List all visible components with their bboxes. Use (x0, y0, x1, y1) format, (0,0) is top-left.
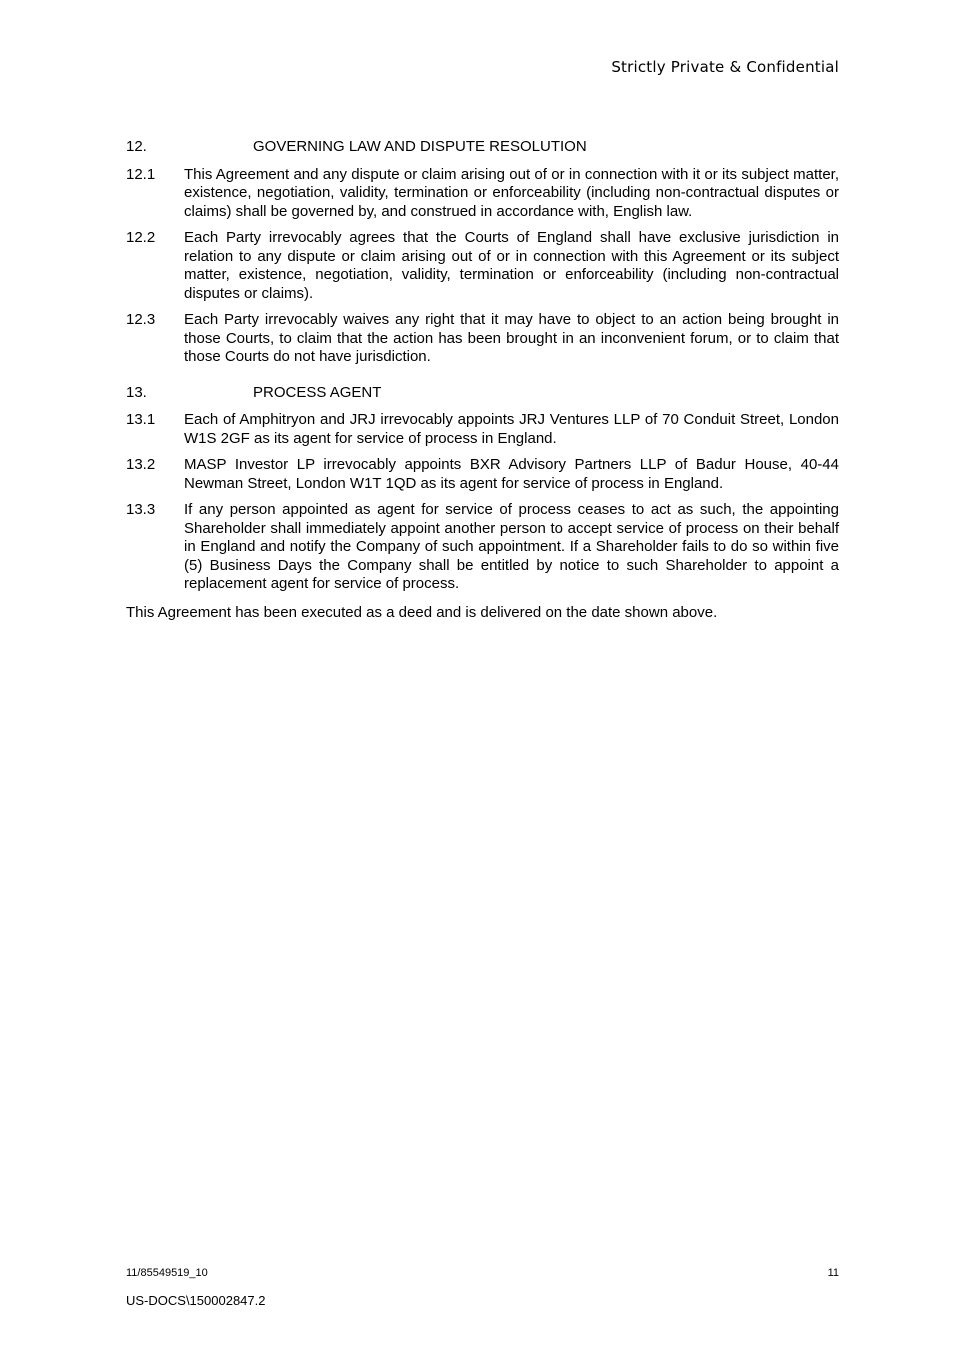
clause-number: 13.2 (126, 456, 156, 473)
clause (126, 229, 839, 303)
section-heading (126, 138, 839, 157)
clause-text: MASP Investor LP irrevocably appoints BXR Advisory Partners LLP of Badur House, 40-44 Newman Street, London W1T 1QD as its agent for service of process in England. (184, 456, 839, 492)
section-number: 13. (126, 383, 147, 401)
clause-text: Each Party irrevocably agrees that the Courts of England shall have exclusive jurisdiction in relation to any dispute or claim arising out of or in connection with this Agreement or its subject matter, existence, negotiation, validity, termination or enforceability (including non-contractual disputes or claims). (184, 229, 839, 302)
section-number: 12. (126, 138, 147, 155)
clause-number: 12.2 (126, 229, 156, 246)
page-number: 11 (827, 1267, 839, 1279)
closing-statement: This Agreement has been executed as a deed and is delivered on the date shown above. (126, 603, 718, 621)
clause-number: 13.1 (126, 411, 156, 428)
section-title: PROCESS AGENT (253, 383, 382, 401)
clause-number: 12.1 (126, 165, 156, 183)
clause-text: If any person appointed as agent for service of process ceases to act as such, the appointing Shareholder shall immediately appoint another person to accept service of process on their behalf in England and notify the Company of such appointment. If a Shareholder fails to do so within five (5) Business Days the Company shall be entitled by notice to such Shareholder to appoint a replacement agent for service of process. (184, 501, 839, 592)
section-title: GOVERNING LAW AND DISPUTE RESOLUTION (253, 138, 587, 155)
clause (126, 411, 839, 448)
section-heading (126, 384, 839, 403)
clause (126, 501, 839, 594)
clause (126, 166, 839, 222)
clause-text: Each of Amphitryon and JRJ irrevocably appoints JRJ Ventures LLP of 70 Conduit Street, London W1S 2GF as its agent for service of process in England. (184, 411, 839, 447)
clause (126, 311, 839, 367)
clause-text: This Agreement and any dispute or claim arising out of or in connection with it or its subject matter, existence, negotiation, validity, termination or enforceability (including non-contractual disputes or claims) shall be governed by, and construed in accordance with, English law. (184, 165, 839, 220)
clause (126, 456, 839, 493)
clause-number: 13.3 (126, 501, 156, 518)
clause-text: Each Party irrevocably waives any right that it may have to object to an action being brought in those Courts, to claim that the action has been brought in an inconvenient forum, or to claim that those Courts do not have jurisdiction. (184, 311, 839, 365)
confidentiality-label: Strictly Private & Confidential (611, 58, 839, 76)
clause-number: 12.3 (126, 311, 156, 328)
document-body (126, 138, 839, 622)
document-id: US-DOCS\150002847.2 (126, 1293, 266, 1308)
document-reference: 11/85549519_10 (126, 1267, 208, 1279)
